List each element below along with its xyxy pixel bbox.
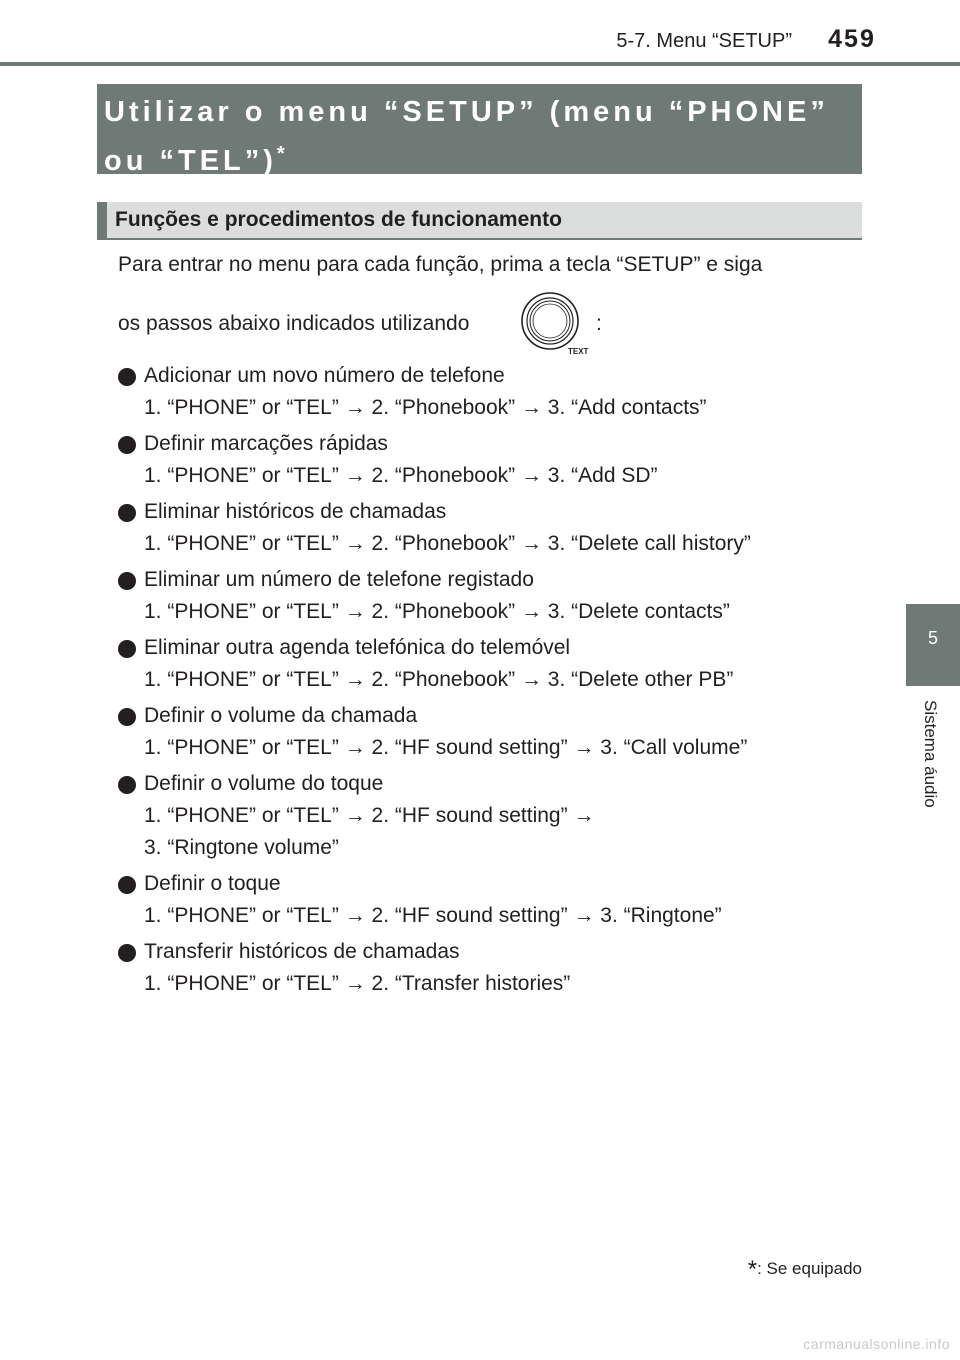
item-path: 1. “PHONE” or “TEL” → 2. “Phonebook” → 3. “Delete other PB” bbox=[144, 668, 734, 691]
item-title: Definir o volume da chamada bbox=[144, 704, 418, 727]
list-item bbox=[118, 564, 878, 628]
bullet-icon bbox=[118, 944, 136, 962]
bullet-icon bbox=[118, 436, 136, 454]
item-path: 1. “PHONE” or “TEL” → 2. “Transfer histories” bbox=[144, 972, 571, 995]
list-item bbox=[118, 360, 878, 424]
bullet-icon bbox=[118, 504, 136, 522]
item-path-continued: 3. “Ringtone volume” bbox=[144, 836, 339, 859]
item-path: 1. “PHONE” or “TEL” → 2. “HF sound setting” → bbox=[144, 804, 595, 827]
bullet-icon bbox=[118, 776, 136, 794]
item-title: Eliminar históricos de chamadas bbox=[144, 500, 447, 523]
procedure-list bbox=[118, 360, 878, 1004]
subheading: Funções e procedimentos de funcionamento bbox=[115, 208, 562, 231]
intro-colon: : bbox=[596, 312, 602, 335]
item-title: Adicionar um novo número de telefone bbox=[144, 364, 505, 387]
item-path: 1. “PHONE” or “TEL” → 2. “HF sound setting” → 3. “Call volume” bbox=[144, 736, 748, 759]
chapter-label: Sistema áudio bbox=[921, 700, 940, 808]
item-title: Eliminar outra agenda telefónica do telemóvel bbox=[144, 636, 571, 659]
bullet-icon bbox=[118, 708, 136, 726]
bullet-icon bbox=[118, 876, 136, 894]
footnote bbox=[700, 1256, 862, 1284]
watermark: carmanualsonline.info bbox=[803, 1336, 950, 1352]
intro-line-2-text: os passos abaixo indicados utilizando bbox=[118, 312, 470, 335]
title-asterisk: * bbox=[276, 143, 285, 165]
knob-label: TEXT bbox=[568, 347, 589, 356]
header-rule bbox=[0, 62, 960, 66]
item-path: 1. “PHONE” or “TEL” → 2. “HF sound setting” → 3. “Ringtone” bbox=[144, 904, 722, 927]
item-title: Transferir históricos de chamadas bbox=[144, 940, 460, 963]
bullet-icon bbox=[118, 572, 136, 590]
item-title: Definir o toque bbox=[144, 872, 281, 895]
item-path: 1. “PHONE” or “TEL” → 2. “Phonebook” → 3. “Add contacts” bbox=[144, 396, 707, 419]
chapter-number: 5 bbox=[927, 628, 938, 648]
list-item bbox=[118, 768, 878, 864]
chapter-label-box bbox=[918, 700, 942, 840]
footnote-asterisk: * bbox=[747, 1256, 758, 1283]
bullet-icon bbox=[118, 640, 136, 658]
section-title: 5-7. Menu “SETUP” bbox=[616, 30, 792, 52]
subheading-box bbox=[97, 202, 862, 240]
list-item bbox=[118, 428, 878, 492]
title-box bbox=[97, 84, 862, 177]
chapter-tab bbox=[906, 604, 960, 686]
intro-line-1: Para entrar no menu para cada função, prima a tecla “SETUP” e siga bbox=[118, 253, 763, 276]
intro-line-2 bbox=[118, 302, 818, 354]
tune-knob-icon bbox=[518, 291, 594, 357]
list-item bbox=[118, 868, 878, 932]
list-item bbox=[118, 700, 878, 764]
list-item bbox=[118, 936, 878, 1000]
item-path: 1. “PHONE” or “TEL” → 2. “Phonebook” → 3. “Delete contacts” bbox=[144, 600, 730, 623]
bullet-icon bbox=[118, 368, 136, 386]
item-path: 1. “PHONE” or “TEL” → 2. “Phonebook” → 3. “Add SD” bbox=[144, 464, 658, 487]
footnote-text: : Se equipado bbox=[757, 1259, 862, 1278]
item-title: Eliminar um número de telefone registado bbox=[144, 568, 534, 591]
item-path: 1. “PHONE” or “TEL” → 2. “Phonebook” → 3. “Delete call history” bbox=[144, 532, 751, 555]
page-title-text: Utilizar o menu “SETUP” (menu “PHONE” ou “TEL”) bbox=[104, 96, 829, 177]
item-title: Definir marcações rápidas bbox=[144, 432, 388, 455]
page-number: 459 bbox=[828, 25, 876, 53]
list-item bbox=[118, 632, 878, 696]
list-item bbox=[118, 496, 878, 560]
item-title: Definir o volume do toque bbox=[144, 772, 384, 795]
page-title bbox=[104, 91, 844, 182]
subheading-bar bbox=[97, 202, 107, 238]
